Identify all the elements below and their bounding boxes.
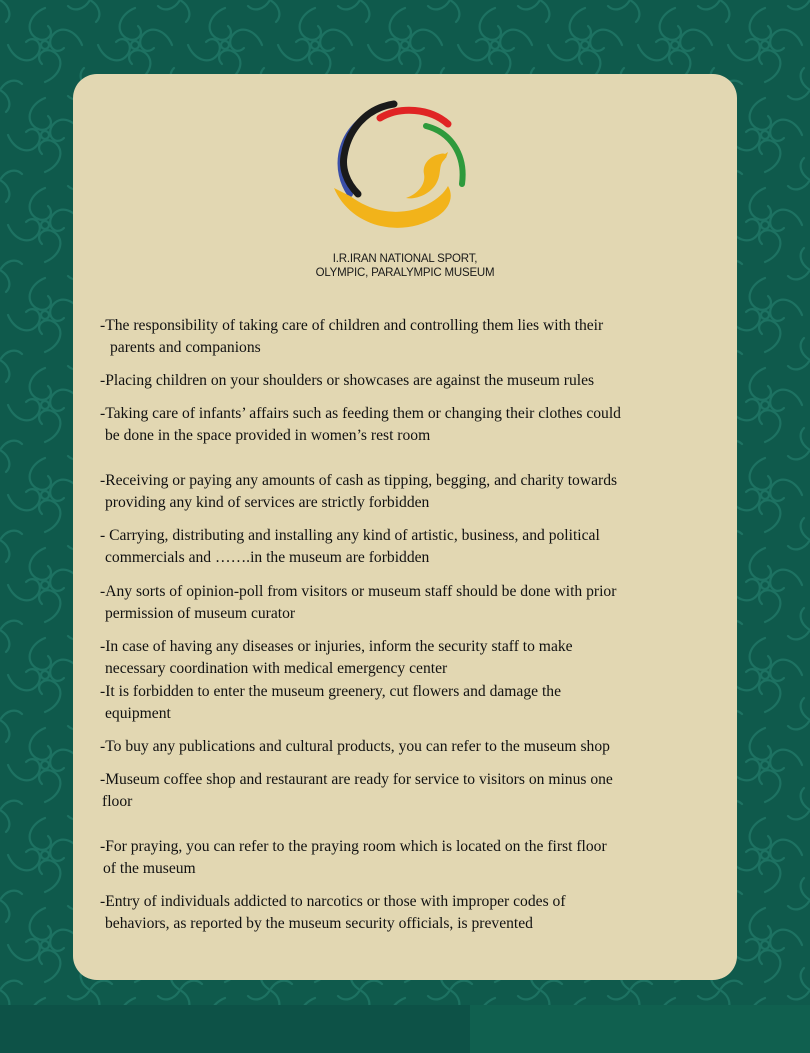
olympic-rings-phoenix-logo-icon	[330, 98, 480, 240]
logo-red-arc	[380, 110, 448, 124]
rule-item: -Museum coffee shop and restaurant are ready for service to visitors on minus one floor	[100, 771, 613, 810]
rule-item: -Placing children on your shoulders or showcases are against the museum rules	[100, 372, 595, 389]
museum-name-line2: OLYMPIC, PARALYMPIC MUSEUM	[315, 266, 495, 279]
rule-item: -The responsibility of taking care of children and controlling them lies with their parents and companions	[100, 317, 604, 356]
rule-item: -Receiving or paying any amounts of cash as tipping, begging, and charity towards providing any kind of services are strictly forbidden	[100, 472, 618, 511]
rule-item: -For praying, you can refer to the praying room which is located on the first floor of the museum	[100, 838, 607, 877]
bottom-band-accent	[470, 1005, 810, 1053]
logo-phoenix	[406, 153, 446, 198]
rule-item: -Taking care of infants’ affairs such as feeding them or changing their clothes could be done in the space provided in women’s rest room	[100, 405, 621, 444]
rule-item: -Any sorts of opinion-poll from visitors or museum staff should be done with prior permission of museum curator	[100, 583, 617, 622]
rule-item: -To buy any publications and cultural products, you can refer to the museum shop	[100, 738, 610, 755]
rule-item: -In case of having any diseases or injuries, inform the security staff to make necessary coordination with medical emergency center	[100, 638, 573, 677]
rule-item: -It is forbidden to enter the museum greenery, cut flowers and damage the equipment	[100, 683, 562, 722]
rule-item: - Carrying, distributing and installing any kind of artistic, business, and political commercials and …….in the museum are forbidden	[100, 527, 600, 566]
museum-name	[255, 253, 555, 280]
museum-name-line1: I.R.IRAN NATIONAL SPORT,	[332, 253, 478, 265]
rule-item: -Entry of individuals addicted to narcotics or those with improper codes of behaviors, as reported by the museum security officials, is prevented	[100, 893, 566, 932]
